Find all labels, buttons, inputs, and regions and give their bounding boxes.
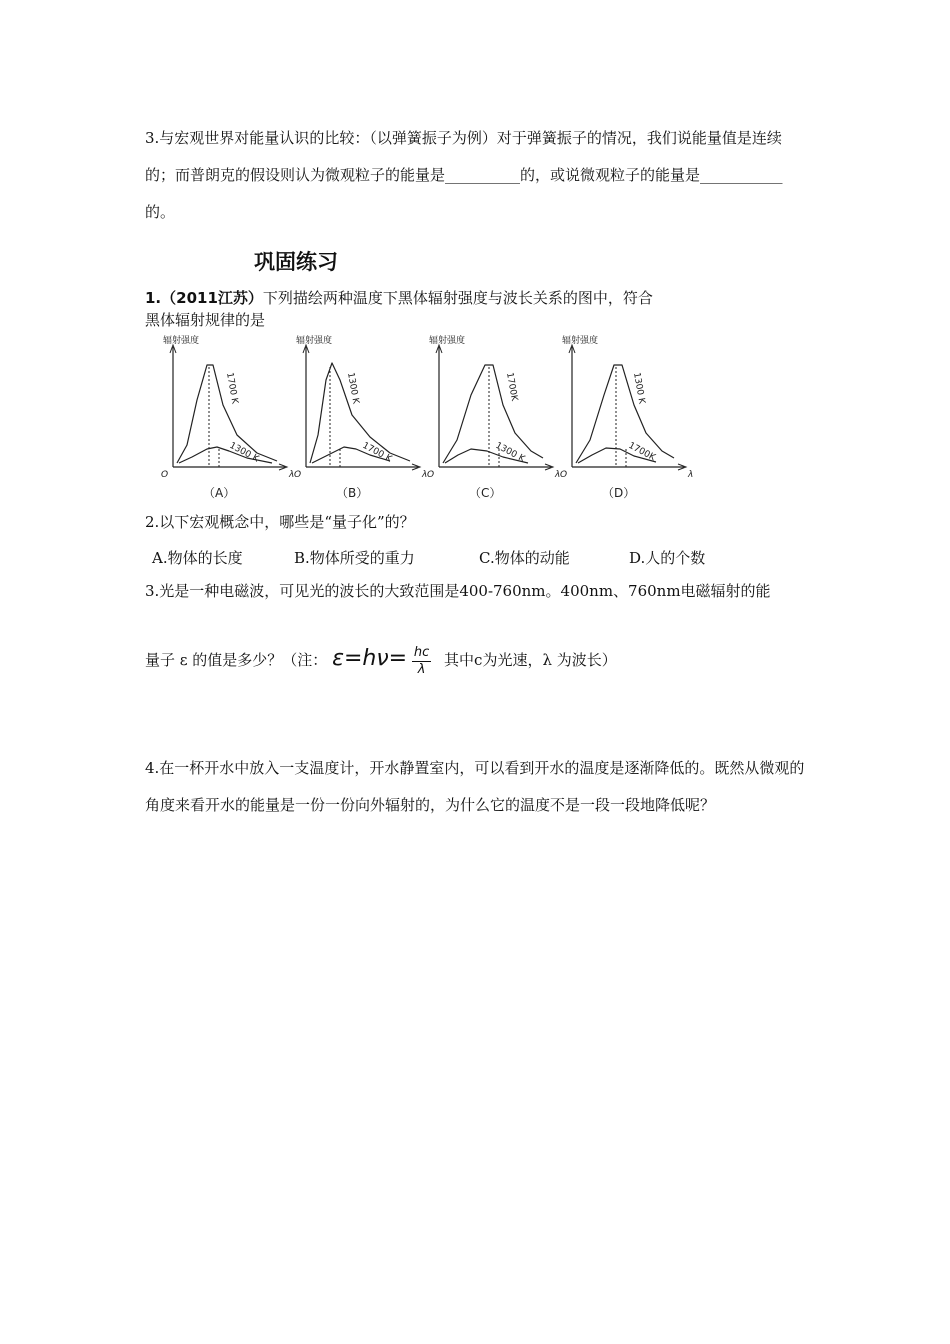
formula-fraction [412, 645, 431, 678]
graphs-svg [155, 333, 694, 500]
x-axis-label: λ [289, 470, 295, 480]
high-curve-label: 1300 K [345, 371, 361, 405]
x-axis-label: λ [422, 470, 428, 480]
planck-formula: ε=hν= [332, 646, 408, 671]
panel-caption: （B） [336, 486, 369, 500]
question-4: 4.在一杯开水中放入一支温度计，开水静置室内，可以看到开水的温度是逐渐降低的。既然从微观的角度来看开水的能量是一份一份向外辐射的，为什么它的温度不是一段一段地降低呢？ [145, 759, 805, 814]
high-curve [576, 365, 674, 463]
panel-caption: （A） [203, 486, 236, 500]
high-curve [310, 363, 410, 463]
origin-label: O [294, 470, 302, 480]
question-1-number: 1.（2011江苏） [145, 289, 263, 307]
low-curve-label: 1300 K [493, 440, 527, 465]
blackbody-graphs [155, 333, 694, 502]
question-3-text-a: 量子 ε 的值是多少？（注： [145, 651, 328, 669]
high-curve-label: 1700K [504, 371, 519, 402]
option-b: B.物体所受的重力 [294, 549, 415, 567]
question-1-text: 下列描绘两种温度下黑体辐射强度与波长关系的图中，符合黑体辐射规律的是 [145, 289, 653, 329]
origin-label: O [560, 470, 568, 480]
low-curve-label: 1700K [626, 440, 657, 464]
y-axis-label: 辐射强度 [296, 336, 333, 346]
option-a: A.物体的长度 [152, 549, 243, 567]
section-heading: 巩固练习 [254, 250, 338, 274]
panel-caption: （C） [469, 486, 502, 500]
fraction-denominator: λ [417, 661, 426, 677]
question-3-line-1: 3.光是一种电磁波，可见光的波长的大致范围是400-760nm。400nm、760nm电磁辐射的能 [145, 582, 771, 600]
low-curve-label: 1300 K [227, 440, 261, 465]
high-curve-label: 1300 K [631, 371, 647, 405]
question-2: 2.以下宏观概念中，哪些是“量子化”的？ [145, 513, 415, 531]
origin-label: O [427, 470, 435, 480]
fraction-numerator: hc [413, 644, 430, 660]
y-axis-label: 辐射强度 [562, 336, 599, 346]
option-c: C.物体的动能 [479, 549, 570, 567]
high-curve-label: 1700 K [224, 371, 240, 405]
option-d: D.人的个数 [629, 549, 706, 567]
prev-question-3: 3.与宏观世界对能量认识的比较：（以弹簧振子为例）对于弹簧振子的情况，我们说能量值是连续的；而普朗克的假设则认为微观粒子的能量是__________的，或说微观粒子的能量是___________的。 [145, 129, 783, 221]
x-axis-label: λ [555, 470, 561, 480]
high-curve [443, 365, 543, 463]
low-curve-label: 1700 K [360, 440, 394, 465]
y-axis-label: 辐射强度 [429, 336, 466, 346]
question-3-line-2 [145, 637, 617, 682]
y-axis-label: 辐射强度 [163, 336, 200, 346]
question-1 [145, 287, 665, 331]
panel-caption: （D） [602, 486, 636, 500]
question-3-text-b: 其中c为光速，λ 为波长） [444, 651, 617, 669]
origin-label: O [161, 470, 169, 480]
x-axis-label: λ [688, 470, 694, 480]
